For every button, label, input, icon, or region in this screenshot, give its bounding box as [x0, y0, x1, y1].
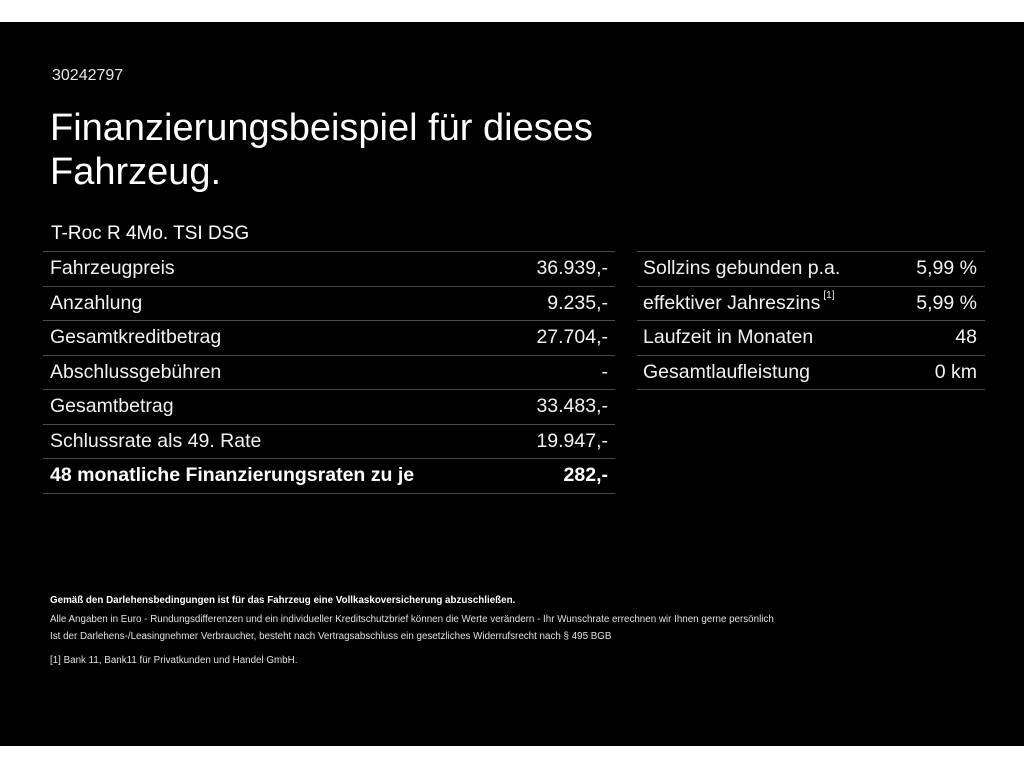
- row-value: 36.939,-: [536, 257, 608, 280]
- row-value: 0 km: [934, 360, 977, 383]
- insurance-note: Gemäß den Darlehensbedingungen ist für das Fahrzeug eine Vollkaskoversicherung abzuschließen.: [50, 595, 516, 606]
- page-title: Finanzierungsbeispiel für dieses Fahrzeug.: [50, 107, 593, 193]
- vehicle-id: 30242797: [52, 67, 124, 84]
- table-row: [637, 321, 985, 356]
- row-label: Gesamtlaufleistung: [643, 360, 810, 383]
- row-value: 282,-: [563, 464, 608, 487]
- row-value: 5,99 %: [916, 291, 977, 314]
- table-row: [43, 252, 615, 287]
- row-label: Abschlussgebühren: [50, 360, 222, 383]
- row-label-group: [643, 289, 835, 315]
- row-label: Laufzeit in Monaten: [643, 326, 814, 349]
- table-row: [43, 321, 615, 356]
- row-value: 5,99 %: [916, 257, 977, 280]
- vehicle-model: T-Roc R 4Mo. TSI DSG: [51, 223, 250, 244]
- financing-table: [43, 251, 615, 494]
- interest-table: [637, 251, 985, 390]
- withdrawal-note: Ist der Darlehens-/Leasingnehmer Verbraucher, besteht nach Vertragsabschluss ein gesetzliches Widerrufsrecht nach § 495 BGB: [50, 631, 612, 642]
- row-value: 27.704,-: [536, 326, 608, 349]
- table-row: [43, 425, 615, 460]
- row-label: Schlussrate als 49. Rate: [50, 429, 262, 452]
- table-row: [637, 252, 985, 287]
- footnote-ref: [1]: [823, 289, 835, 301]
- row-label: Fahrzeugpreis: [50, 257, 175, 280]
- row-label: Anzahlung: [50, 291, 143, 314]
- row-value: 19.947,-: [536, 429, 608, 452]
- row-value: 33.483,-: [536, 395, 608, 418]
- financing-panel: [0, 22, 1024, 746]
- table-row: [637, 356, 985, 391]
- table-row: [43, 356, 615, 391]
- row-value: -: [601, 360, 608, 383]
- row-label: Gesamtkreditbetrag: [50, 326, 222, 349]
- row-label: 48 monatliche Finanzierungsraten zu je: [50, 464, 415, 487]
- row-value: 48: [955, 326, 977, 349]
- table-row: [43, 390, 615, 425]
- table-row: [637, 287, 985, 322]
- row-label: Gesamtbetrag: [50, 395, 174, 418]
- row-value: 9.235,-: [547, 291, 608, 314]
- table-row: [43, 287, 615, 322]
- monthly-rate-row: [43, 459, 615, 494]
- footnote: [1] Bank 11, Bank11 für Privatkunden und Handel GmbH.: [50, 655, 298, 666]
- disclaimer-line: Alle Angaben in Euro - Rundungsdifferenzen und ein individueller Kreditschutzbrief können die Werte verändern - Ihr Wunschrate errechnen wir Ihnen gerne persönlich: [50, 614, 774, 625]
- row-label: Sollzins gebunden p.a.: [643, 257, 841, 280]
- row-label: effektiver Jahreszins: [643, 291, 821, 314]
